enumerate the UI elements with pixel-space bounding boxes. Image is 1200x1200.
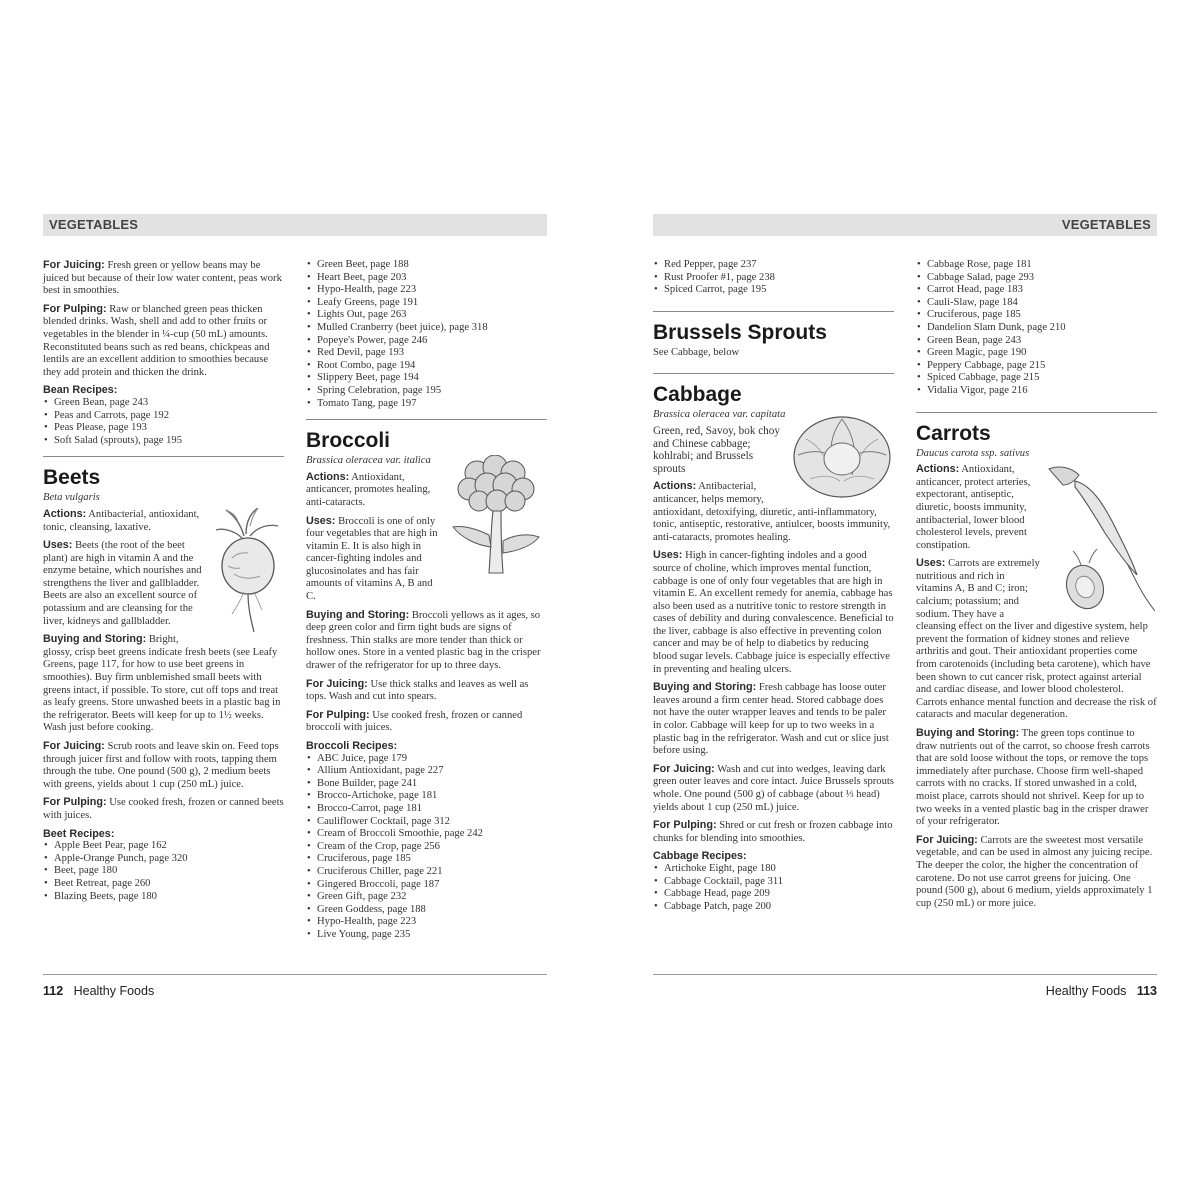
recipe-item: • Cabbage Patch, page 200 [664, 901, 894, 914]
beets-juicing-label: For Juicing: [43, 740, 105, 752]
bean-pulping-label: For Pulping: [43, 302, 107, 315]
recipe-item: • Bone Builder, page 241 [317, 778, 547, 791]
recipe-item: • Lights Out, page 263 [317, 309, 547, 322]
recipe-item: • Apple Beet Pear, page 162 [54, 840, 284, 853]
recipe-item: • Cabbage Head, page 209 [664, 888, 894, 901]
broccoli-illustration [447, 455, 547, 577]
cabbage-uses-text: High in cancer-fighting indoles and a good source of choline, which improves mental function, cabbage is one of only four vegetables that are high in vitamin E. An excellent remedy for anemia, cabbage has also been used as a nutritive tonic to restore strength in cases of debility and during convalescence. Beneficial to the liver, cabbage is also effective in preventing colon cancer and may be of help to diabetics by reducing blood sugar levels. Cabbage juice is especially effective in preventing and healing ulcers. [653, 550, 894, 675]
broccoli-buying [306, 609, 547, 673]
recipe-item: • Cabbage Salad, page 293 [927, 272, 1157, 285]
beets-buying [43, 633, 284, 735]
recipe-item: • ABC Juice, page 179 [317, 753, 547, 766]
page-number: 113 [1136, 984, 1157, 998]
cabbage-juicing-label: For Juicing: [653, 762, 715, 775]
section-header: VEGETABLES [653, 214, 1157, 236]
beet-recipes-list-continued [306, 259, 547, 410]
cabbage-pulping [653, 819, 894, 845]
carrots-actions-label: Actions: [916, 463, 960, 476]
recipe-item: • Green Bean, page 243 [54, 397, 284, 410]
broccoli-uses-label: Uses: [306, 514, 336, 527]
section-header: VEGETABLES [43, 214, 547, 236]
recipe-item: • Cream of Broccoli Smoothie, page 242 [317, 828, 547, 841]
recipe-item: • Mulled Cranberry (beet juice), page 318 [317, 322, 547, 335]
recipe-item: • Green Goddess, page 188 [317, 904, 547, 917]
recipe-item: • Tomato Tang, page 197 [317, 398, 547, 411]
broccoli-latin-name: Brassica oleracea var. italica [306, 455, 431, 467]
beet-recipes-list [43, 840, 284, 903]
carrots-uses-text: Carrots are extremely nutritious and rich in vitamins A, B and C; iron; calcium; potassium; and sodium. They have a cleansing effect on the liver and digestive system, help prevent the formation of kidney stones and relieve arthritis and gout. Their antioxidant properties come from carotenoids (including beta carotene), which have been shown to cut cancer risk, protect against arterial and cardiac disease, and lower blood cholesterol. Carrots enhance mental function and decrease the risk of cataracts and macular degeneration. [916, 558, 1157, 721]
right-column-1 [653, 259, 894, 917]
cabbage-pulping-text: Shred or cut fresh or frozen cabbage into chunks for blending into smoothies. [653, 820, 893, 844]
bean-pulping-text: Raw or blanched green peas thicken blended drinks. Wash, shell and add to other fruits or vegetables in the blender in ¼-cup (50 mL) amounts. Reconstituted beans such as red beans, chickpeas and lentils are an excellent addition to smoothies because they add protein and thicken the drink. [43, 303, 270, 378]
recipe-item: • Leafy Greens, page 191 [317, 297, 547, 310]
recipe-item: • Dandelion Slam Dunk, page 210 [927, 322, 1157, 335]
beets-uses-text: Beets (the root of the beet plant) are high in vitamin A and the enzyme betaine, which nourishes and strengthens the liver and gallbladder. Beets are also an excellent source of potassium and are cleansing for the liver, kidneys and gallbladder. [43, 540, 202, 627]
cabbage-recipes-label: Cabbage Recipes: [653, 850, 747, 863]
recipe-item: • Brocco-Artichoke, page 181 [317, 790, 547, 803]
broccoli-juicing-text: Use thick stalks and leaves as well as tops. Wash and cut into spears. [306, 678, 529, 703]
recipe-item: • Spiced Cabbage, page 215 [927, 372, 1157, 385]
broccoli-uses-text: Broccoli is one of only four vegetables that are high in vitamin E. It is also high in cancer-fighting indoles and glucosinolates and has fair amounts of vitamins A, B and C. [306, 515, 438, 603]
carrots-latin-name: Daucus carota ssp. sativus [916, 447, 1030, 459]
recipe-item: • Cabbage Cocktail, page 311 [664, 876, 894, 889]
recipe-item: • Cauliflower Cocktail, page 312 [317, 816, 547, 829]
beets-juicing [43, 740, 284, 791]
recipe-item: • Green Magic, page 190 [927, 347, 1157, 360]
left-page [43, 214, 547, 1004]
page-footer [43, 974, 547, 1004]
left-column-1 [43, 259, 284, 907]
right-page [653, 214, 1157, 1004]
bean-recipes-label: Bean Recipes: [43, 384, 118, 397]
cabbage-recipes-list [653, 863, 894, 913]
beets-latin-name: Beta vulgaris [43, 492, 100, 504]
recipe-item: • Red Pepper, page 237 [664, 259, 894, 272]
recipe-item: • Cruciferous Chiller, page 221 [317, 866, 547, 879]
broccoli-recipes-label: Broccoli Recipes: [306, 740, 398, 752]
carrots-buying-label: Buying and Storing: [916, 727, 1020, 739]
recipe-item: • Peas Please, page 193 [54, 422, 284, 435]
cabbage-title: Cabbage [653, 373, 894, 408]
page-footer [653, 974, 1157, 1004]
recipe-item: • Peas and Carrots, page 192 [54, 410, 284, 423]
recipe-item: • Beet Retreat, page 260 [54, 878, 284, 891]
cabbage-actions-text: Antibacterial, anticancer, helps memory, antioxidant, detoxifying, diuretic, anti-inflammatory, tonic, antiseptic, restorative, antiulcer, boosts immunity, anti-cataracts, promotes healing. [653, 481, 891, 543]
beet-recipes-label: Beet Recipes: [43, 827, 115, 840]
carrots-actions-text: Antioxidant, anticancer, protect arteries, expectorant, antiseptic, diuretic, boosts immunity, antibacterial, lower blood cholesterol levels, prevent constipation. [916, 464, 1031, 551]
bean-juicing-label: For Juicing: [43, 259, 105, 271]
recipe-item: • Blazing Beets, page 180 [54, 891, 284, 904]
cabbage-juicing-text: Wash and cut into wedges, leaving dark green outer leaves and core intact. Juice Brussels sprouts whole. One pound (500 g) of cabbage (about ⅓ head) yields about 1 cup (250 mL) juice. [653, 763, 894, 813]
broccoli-title: Broccoli [306, 419, 547, 454]
beets-actions-text: Antibacterial, antioxidant, tonic, cleansing, laxative. [43, 508, 200, 533]
bean-recipes-list [43, 397, 284, 447]
page-number: 112 [43, 984, 64, 998]
recipe-item: • Live Young, page 235 [317, 929, 547, 942]
cabbage-latin-name: Brassica oleracea var. capitata [653, 409, 786, 421]
beets-pulping-text: Use cooked fresh, frozen or canned beets with juices. [43, 797, 284, 821]
broccoli-pulping-label: For Pulping: [306, 708, 370, 721]
recipe-item: • Cruciferous, page 185 [927, 309, 1157, 322]
broccoli-pulping-text: Use cooked fresh, frozen or canned broccoli with juices. [306, 709, 523, 734]
recipe-item: • Slippery Beet, page 194 [317, 372, 547, 385]
beets-juicing-text: Scrub roots and leave skin on. Feed tops through juicer first and follow with roots, tapping them through the tube. One pound (500 g), 2 medium beets with greens, yields about 1 cup (250 mL) juice. [43, 741, 279, 790]
recipe-item: • Heart Beet, page 203 [317, 272, 547, 285]
broccoli-buying-label: Buying and Storing: [306, 608, 410, 621]
left-page-columns [43, 259, 547, 974]
cabbage-illustration [790, 409, 894, 501]
recipe-item: • Cruciferous, page 185 [317, 853, 547, 866]
recipe-item: • Green Beet, page 188 [317, 259, 547, 272]
recipe-item: • Allium Antioxidant, page 227 [317, 765, 547, 778]
beets-pulping [43, 796, 284, 822]
cabbage-juicing [653, 763, 894, 814]
broccoli-pulping [306, 709, 547, 735]
recipe-item: • Carrot Head, page 183 [927, 284, 1157, 297]
recipe-item: • Soft Salad (sprouts), page 195 [54, 435, 284, 448]
broccoli-buying-text: Broccoli yellows as it ages, so deep green color and firm tight buds are signs of freshness. Thin stalks are more tender than thick or hollow ones. Store in a vented plastic bag in the crisper drawer of the refrigerator for up to three days. [306, 609, 541, 672]
beet-illustration [214, 508, 284, 633]
recipe-item: • Hypo-Health, page 223 [317, 916, 547, 929]
carrots-buying [916, 727, 1157, 829]
brussels-sprouts-note: See Cabbage, below [653, 346, 740, 358]
broccoli-actions-text: Antioxidant, anticancer, promotes healing, anti-cataracts. [306, 471, 431, 508]
cabbage-recipes-list-continued [916, 259, 1157, 398]
bean-pulping [43, 303, 284, 380]
book-section: Healthy Foods [1045, 984, 1127, 998]
cabbage-buying-text: Fresh cabbage has loose outer leaves around a firm center head. Stored cabbage does not have the outer wrapper leaves and tends to be paler in color. Cabbage will keep for up to two weeks in a plastic bag in the refrigerator. Wash and cut or slice just before using. [653, 682, 889, 757]
recipe-item: • Gingered Broccoli, page 187 [317, 879, 547, 892]
recipe-item: • Brocco-Carrot, page 181 [317, 803, 547, 816]
recipe-item: • Beet, page 180 [54, 865, 284, 878]
bean-juicing [43, 259, 284, 298]
broccoli-recipes-list [306, 753, 547, 942]
carrots-juicing [916, 834, 1157, 911]
broccoli-actions-label: Actions: [306, 470, 350, 483]
book-section: Healthy Foods [73, 984, 155, 998]
recipe-item: • Peppery Cabbage, page 215 [927, 360, 1157, 373]
broccoli-recipes-list-continued [653, 259, 894, 297]
recipe-item: • Cauli-Slaw, page 184 [927, 297, 1157, 310]
cabbage-varieties: Green, red, Savoy, bok choy and Chinese cabbage; kohlrabi; and Brussels sprouts [653, 424, 780, 475]
recipe-item: • Vidalia Vigor, page 216 [927, 385, 1157, 398]
cabbage-buying-label: Buying and Storing: [653, 681, 757, 694]
carrots-uses-label: Uses: [916, 557, 946, 570]
beets-buying-text: Bright, glossy, crisp beet greens indicate fresh beets (see Leafy Greens, page 117, for how to use beet greens in smoothies). Buy firm unblemished small beets with greens intact, if possible. To store, cut off tops and treat as leafy greens. Store unwashed beets in a plastic bag in the refrigerator. Beets will keep for up to 1½ weeks. Wash just before cooking. [43, 634, 281, 734]
left-column-2 [306, 259, 547, 946]
broccoli-juicing [306, 678, 547, 704]
right-column-2 [916, 259, 1157, 915]
cabbage-uses [653, 549, 894, 676]
bean-juicing-text: Fresh green or yellow beans may be juiced but because of their low water content, peas work best in smoothies. [43, 260, 282, 297]
beets-actions-label: Actions: [43, 507, 87, 520]
cabbage-actions-label: Actions: [653, 480, 697, 493]
recipe-item: • Rust Proofer #1, page 238 [664, 272, 894, 285]
beets-title: Beets [43, 456, 284, 491]
broccoli-juicing-label: For Juicing: [306, 677, 368, 690]
beets-uses-label: Uses: [43, 539, 73, 552]
recipe-item: • Apple-Orange Punch, page 320 [54, 853, 284, 866]
recipe-item: • Artichoke Eight, page 180 [664, 863, 894, 876]
recipe-item: • Popeye's Power, page 246 [317, 335, 547, 348]
cabbage-uses-label: Uses: [653, 549, 683, 562]
recipe-item: • Cream of the Crop, page 256 [317, 841, 547, 854]
recipe-item: • Hypo-Health, page 223 [317, 284, 547, 297]
right-page-columns [653, 259, 1157, 974]
carrot-illustration [1045, 463, 1157, 613]
cabbage-pulping-label: For Pulping: [653, 819, 717, 832]
carrots-buying-text: The green tops continue to draw nutrients out of the carrot, so choose fresh carrots that are sold loose without the tops, or remove the tops immediately after purchase. Choose firm well-shaped carrots with no cracks. If stored unwashed in a cold, moist place, carrots should not shrivel. Keep for up to two weeks in a vented plastic bag in the crisper drawer of your refrigerator. [916, 728, 1150, 828]
beets-buying-label: Buying and Storing: [43, 633, 147, 646]
beets-pulping-label: For Pulping: [43, 796, 107, 809]
recipe-item: • Cabbage Rose, page 181 [927, 259, 1157, 272]
recipe-item: • Root Combo, page 194 [317, 360, 547, 373]
recipe-item: • Green Bean, page 243 [927, 335, 1157, 348]
carrots-juicing-label: For Juicing: [916, 833, 978, 846]
carrots-juicing-text: Carrots are the sweetest most versatile vegetable, and can be used in almost any juicing recipe. The deeper the color, the higher the concentration of carotene. Do not use carrot greens for juicing. One pound (500 g), about 6 medium, yields approximately 1 cup (250 mL) or more juice. [916, 834, 1153, 909]
recipe-item: • Spiced Carrot, page 195 [664, 284, 894, 297]
carrots-title: Carrots [916, 412, 1157, 447]
recipe-item: • Spring Celebration, page 195 [317, 385, 547, 398]
recipe-item: • Green Gift, page 232 [317, 891, 547, 904]
cabbage-buying [653, 681, 894, 758]
recipe-item: • Red Devil, page 193 [317, 347, 547, 360]
brussels-sprouts-title: Brussels Sprouts [653, 311, 894, 346]
